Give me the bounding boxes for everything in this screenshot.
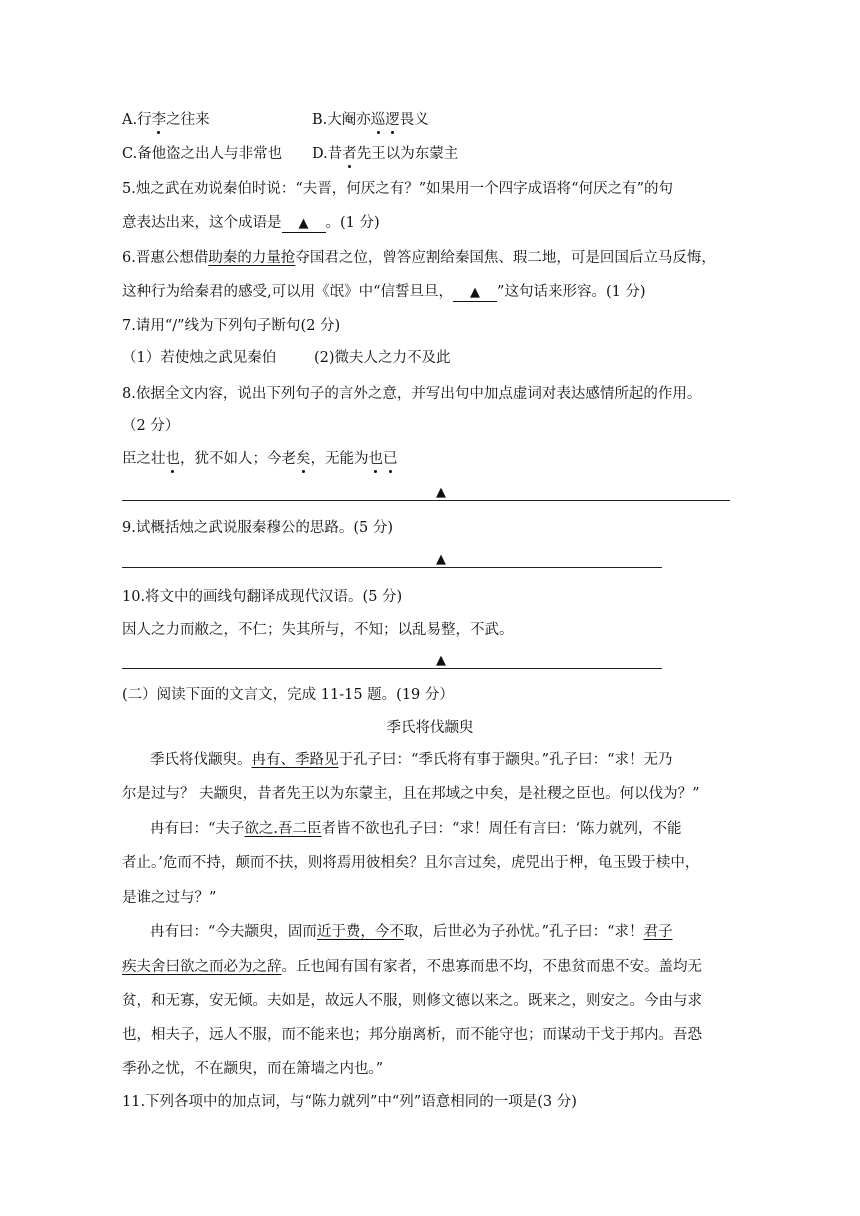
- option-a: [122, 110, 210, 130]
- option-a-text-tail: 之往来: [166, 112, 210, 128]
- underlined-phrase: 欲之.吾二臣: [244, 821, 322, 837]
- dotted-char: 也: [368, 451, 383, 467]
- answer-blank[interactable]: ▲: [282, 216, 326, 233]
- q8-line2: （2 分）: [122, 418, 180, 434]
- sentence-part: ，无能为: [310, 451, 369, 467]
- answer-mark: ▲: [436, 485, 446, 500]
- q5-line2: [122, 213, 380, 233]
- passage-text: 季氏将伐颛臾。: [150, 752, 252, 768]
- underlined-phrase: 近于费，今不: [316, 924, 404, 940]
- option-c-text: C.备他盗之出人与非常也: [122, 146, 283, 162]
- sentence-part: 臣之壮: [122, 451, 166, 467]
- underlined-phrase: 疾夫舍曰欲之而必为之辞: [122, 959, 282, 975]
- passage-text: 冉有曰：“夫子: [150, 821, 245, 837]
- dotted-char: 李: [151, 112, 167, 128]
- dotted-char: 者: [342, 146, 357, 162]
- q5-text: 意表达出来，这个成语是: [122, 215, 282, 231]
- q9-line1: 9.试概括烛之武说服秦穆公的思路。(5 分): [122, 520, 393, 536]
- passage-p2-line3: 是谁之过与？”: [122, 890, 217, 906]
- answer-line[interactable]: [122, 567, 662, 568]
- q11-line1: 11.下列各项中的加点词，与“陈力就列”中“列”语意相同的一项是(3 分): [122, 1094, 577, 1110]
- passage-p2-line2: 者止。’危而不持，颠而不扶，则将焉用彼相矣？且尔言过矣，虎兕出于柙，龟玉毁于椟中，: [122, 855, 700, 871]
- dotted-char: 矣: [296, 451, 311, 467]
- underlined-phrase: 君子: [643, 924, 673, 940]
- underlined-phrase: 冉有、季路见: [251, 752, 339, 768]
- answer-mark: ▲: [436, 653, 446, 668]
- passage-p1-line2: 尔是过与？ 夫颛臾，昔者先王以为东蒙主，且在邦域之中矣，是社稷之臣也。何以伐为？”: [122, 786, 700, 802]
- q7-item2: (2)微夫人之力不及此: [314, 350, 451, 366]
- passage-p3-line3: 贫，和无寡，安无倾。夫如是，故远人不服，则修文德以来之。既来之，则安之。今由与求: [122, 993, 702, 1009]
- option-d: [312, 144, 458, 164]
- q5-line1: 5.烛之武在劝说秦伯时说：“夫晋，何厌之有？”如果用一个四字成语将“何厌之有”的句: [122, 181, 673, 197]
- q10-line1: 10.将文中的画线句翻译成现代汉语。(5 分): [122, 589, 403, 605]
- passage-text: 。丘也闻有国有家者，不患寡而患不均，不患贫而患不安。盖均无: [281, 959, 702, 975]
- q6-line2: [122, 282, 646, 302]
- dotted-char: 也: [165, 451, 180, 467]
- q6-text: 6.晋惠公想借: [122, 250, 209, 266]
- passage-p1-line1: [150, 750, 673, 770]
- passage-text: 取，后世必为子孙忧。”孔子曰：“求！: [403, 924, 644, 940]
- q7-item1: （1）若使烛之武见秦伯: [122, 350, 277, 366]
- passage-text: 冉有曰：“今夫颛臾，固而: [150, 924, 317, 940]
- q7-line1: 7.请用“/”线为下列句子断句(2 分): [122, 318, 341, 334]
- answer-line[interactable]: [122, 668, 662, 669]
- passage-p3-line2: [122, 957, 702, 977]
- passage-title: 季氏将伐颛臾: [386, 720, 474, 736]
- answer-mark: ▲: [436, 552, 446, 567]
- q6-score: ”这句话来形容。(1 分): [497, 284, 646, 300]
- q8-line1: 8.依据全文内容，说出下列句子的言外之意，并写出句中加点虚词对表达感情所起的作用。: [122, 386, 702, 402]
- passage-p3-line4: 也，相夫子，远人不服，而不能来也；邦分崩离析，而不能守也；而谋动干戈于邦内。吾恐: [122, 1027, 702, 1043]
- q6-text2: 这种行为给秦君的感受,可以用《氓》中“信誓旦旦，: [122, 284, 454, 300]
- option-b: [312, 110, 429, 130]
- dotted-char: 巡: [370, 112, 386, 128]
- sentence-part: ，犹不如人；今老: [180, 451, 296, 467]
- option-c: [122, 144, 282, 164]
- q6-text-tail: 夺国君之位，曾答应割给秦国焦、瑕二地，可是回国后立马反悔，: [295, 250, 716, 266]
- passage-p3-line5: 季孙之忧，不在颛臾，而在箫墙之内也。”: [122, 1061, 384, 1077]
- passage-text: 于孔子曰：“季氏将有事于颛臾。”孔子曰：“求！无乃: [338, 752, 673, 768]
- passage-text: 者皆不欲也孔子曰：“求！周任有言曰：‘陈力就列，不能: [321, 821, 682, 837]
- q6-line1: [122, 248, 716, 268]
- option-b-text: B.大阉亦: [312, 112, 371, 128]
- passage-p2-line1: [150, 819, 682, 839]
- underlined-phrase: 助秦的力量抢: [208, 250, 296, 266]
- dotted-char: 逻: [385, 112, 400, 128]
- option-a-text: A.行: [122, 112, 152, 128]
- answer-blank[interactable]: ▲: [453, 285, 497, 302]
- q8-sentence: [122, 449, 398, 469]
- q5-score: 。(1 分): [325, 215, 380, 231]
- option-b-text-tail: 畏义: [399, 112, 429, 128]
- option-d-text-tail: 先王以为东蒙主: [356, 146, 459, 162]
- passage-p3-line1: [150, 922, 673, 942]
- dotted-char: 已: [383, 451, 398, 467]
- q10-line2: 因人之力而敝之，不仁；失其所与，不知；以乱易整，不武。: [122, 622, 514, 638]
- option-d-text: D.昔: [312, 146, 343, 162]
- answer-line[interactable]: [122, 500, 730, 501]
- section2-heading: (二）阅读下面的文言文，完成 11-15 题。(19 分）: [122, 687, 454, 703]
